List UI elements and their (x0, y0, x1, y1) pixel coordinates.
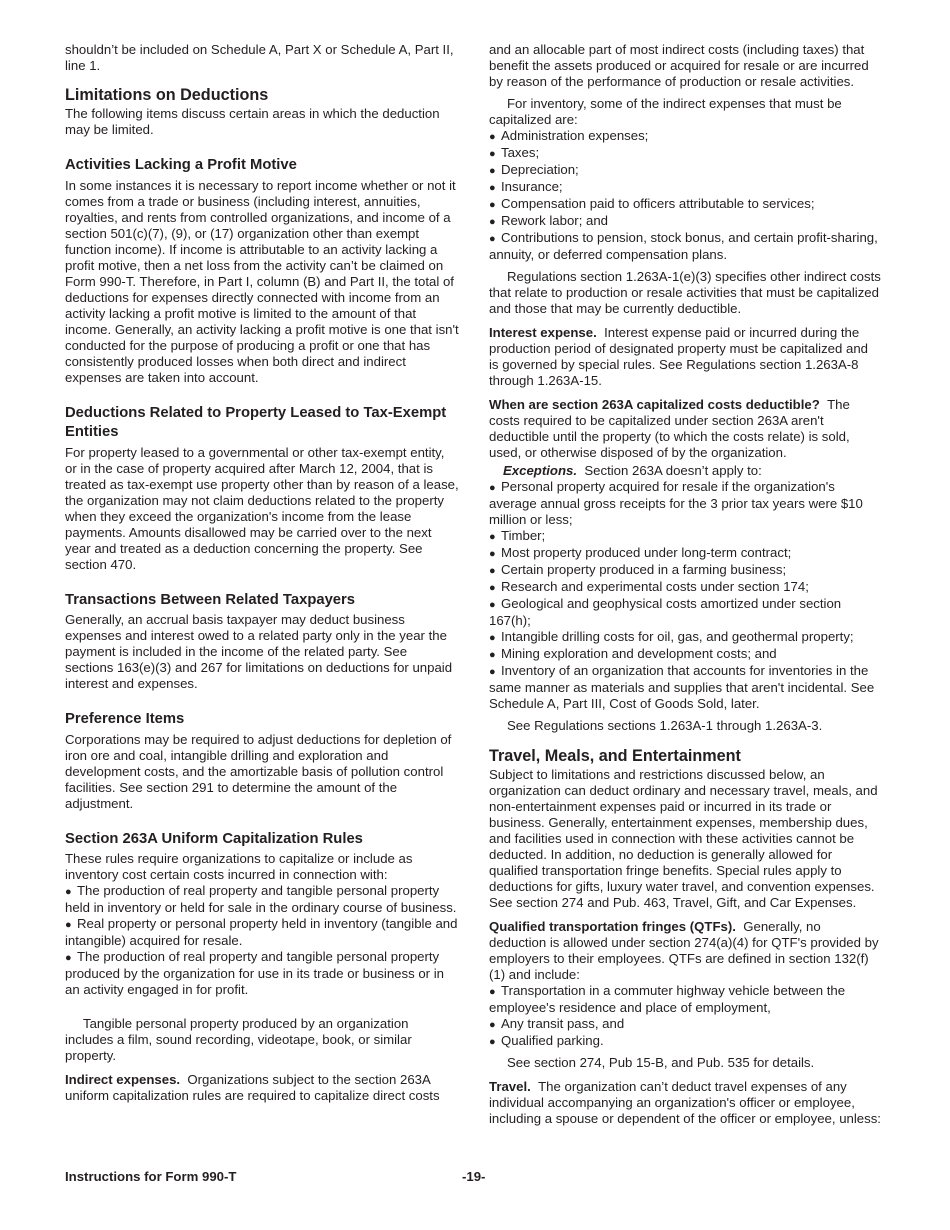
bullet-icon: ● (489, 1036, 496, 1048)
travel-label: Travel. (489, 1079, 531, 1094)
section-263a-paragraph: These rules require organizations to capitalize or include as inventory cost certain costs incurred in connection with: (65, 851, 413, 882)
qtf-label: Qualified transportation fringes (QTFs). (489, 919, 736, 934)
bullet-icon: ● (489, 148, 496, 160)
list-item: ● Administration expenses; (489, 128, 649, 143)
footer-form-name: Instructions for Form 990-T (65, 1169, 237, 1184)
list-item: ● Mining exploration and development costs; and (489, 646, 777, 661)
indirect-expenses-label: Indirect expenses. (65, 1072, 181, 1087)
profit-motive-paragraph: In some instances it is necessary to report income whether or not it comes from a trade or business (including interest, annuities, royalties, and rents from controlled organizations, and income of a section 501(c)(7), (9), or (17) organization other than exempt function income). If income is attributable to an activity lacking a profit motive, then a net loss from the activity can’t be claimed on Form 990-T. Therefore, in Part I, column (B) and Part II, the total of deductions for expenses directly connected with income from an activity lacking a profit motive is limited to the amount of that income. Generally, an activity lacking a profit motive is one that isn't conducted for the purpose of producing a profit or one that has consistently produced losses when both direct and indirect expenses are taken into account. (65, 177, 459, 385)
list-item: ● Real property or personal property held in inventory (tangible and intangible) acquired for resale. (65, 916, 458, 948)
bullet-icon: ● (489, 649, 496, 661)
list-item: ● Inventory of an organization that accounts for inventories in the same manner as materials and supplies that aren't incidental. See Schedule A, Part III, Cost of Goods Sold, later. (489, 663, 875, 711)
indirect-expenses-paragraph: Indirect expenses. Organizations subject to the section 263A uniform capitalization rules are required to capitalize direct costs (65, 1072, 440, 1103)
right-column (489, 42, 881, 1127)
footer-page-number: -19- (462, 1169, 486, 1184)
heading-activities-lacking-profit-motive: Activities Lacking a Profit Motive (65, 157, 297, 173)
bullet-icon: ● (65, 886, 72, 898)
when-deductible-label: When are section 263A capitalized costs deductible? (489, 397, 820, 412)
interest-expense-label: Interest expense. (489, 325, 597, 340)
bullet-icon: ● (489, 165, 496, 177)
bullet-icon: ● (489, 599, 496, 611)
heading-preference-items: Preference Items (65, 711, 185, 727)
bullet-icon: ● (489, 131, 496, 143)
inventory-paragraph: For inventory, some of the indirect expenses that must be capitalized are: (489, 96, 842, 127)
bullet-icon: ● (489, 666, 496, 678)
list-item: ● The production of real property and tangible personal property held in inventory or held for sale in the ordinary course of business. (65, 883, 457, 915)
list-item: ● Depreciation; (489, 162, 579, 177)
preference-items-paragraph: Corporations may be required to adjust deductions for depletion of iron ore and coal, intangible drilling and exploration and development costs, and the amortizable basis of pollution control facilities. See section 291 to determine the amount of the adjustment. (65, 731, 452, 811)
bullet-icon: ● (489, 482, 496, 494)
property-leased-paragraph: For property leased to a governmental or other tax-exempt entity, or in the case of property acquired after March 12, 2004, that is treated as tax-exempt use property other than by reason of a lease, the organization may not claim deductions related to the property when they exceed the organization's income from the lease payments. Amounts disallowed may be carried over to the next year and treated as a deduction concerning the property. See section 470. (65, 444, 459, 572)
list-item: ● Rework labor; and (489, 213, 609, 228)
see-section-274-paragraph: See section 274, Pub 15-B, and Pub. 535 for details. (507, 1055, 815, 1070)
bullet-icon: ● (489, 233, 496, 245)
exceptions-bullet-list (489, 479, 881, 712)
list-item: ● Timber; (489, 528, 546, 543)
bullet-icon: ● (489, 216, 496, 228)
bullet-icon: ● (489, 632, 496, 644)
list-item: ● The production of real property and tangible personal property produced by the organization for use in its trade or business or in an activity engaged in for profit. (65, 949, 444, 997)
heading-section-263a: Section 263A Uniform Capitalization Rules (65, 830, 363, 847)
list-item: ● Compensation paid to officers attributable to services; (489, 196, 815, 211)
bullet-icon: ● (489, 182, 496, 194)
regulations-paragraph: Regulations section 1.263A-1(e)(3) specifies other indirect costs that relate to production or resale activities that must be capitalized and those that may be currently deductible. (489, 269, 881, 316)
list-item: ● Geological and geophysical costs amortized under section 167(h); (489, 596, 842, 628)
list-item: ● Transportation in a commuter highway vehicle between the employee's residence and place of employment, (489, 983, 846, 1015)
list-item: ● Insurance; (489, 179, 563, 194)
tangible-property-paragraph: Tangible personal property produced by an organization includes a film, sound recording, videotape, book, or similar property. (65, 1016, 412, 1063)
heading-related-taxpayers: Transactions Between Related Taxpayers (65, 591, 356, 608)
bullet-icon: ● (489, 548, 496, 560)
heading-limitations-on-deductions: Limitations on Deductions (65, 86, 269, 104)
exceptions-label: Exceptions. (503, 463, 578, 478)
interest-expense-paragraph: Interest expense. Interest expense paid or incurred during the production period of designated property must be capitalized and is governed by special rules. See Regulations section 1.263A-8 through 1.263A-15. (489, 325, 869, 388)
exceptions-paragraph: Exceptions. Section 263A doesn’t apply to: (503, 463, 762, 478)
when-deductible-paragraph: When are section 263A capitalized costs deductible? The costs required to be capitalized under section 263A aren't deductible until the property (to which the costs relate) is sold, used, or otherwise disposed of by the organization. (489, 397, 850, 460)
continued-paragraph: shouldn’t be included on Schedule A, Part X or Schedule A, Part II, line 1. (65, 42, 454, 73)
heading-travel-meals-entertainment: Travel, Meals, and Entertainment (489, 747, 741, 765)
bullet-icon: ● (489, 986, 496, 998)
list-item: ● Personal property acquired for resale if the organization's average annual gross receipts for the 3 prior tax years were $10 million or less; (489, 479, 863, 527)
travel-meals-paragraph: Subject to limitations and restrictions discussed below, an organization can deduct ordinary and necessary travel, meals, and non-entertainment expenses paid or incurred in its trade or business. Generally, entertainment expenses, membership dues, and facilities used in connection with these activities cannot be deducted. In addition, no deduction is generally allowed for qualified transportation fringe benefits. Special rules apply to deductions for gifts, luxury water travel, and convention expenses. See section 274 and Pub. 463, Travel, Gift, and Car Expenses. (489, 767, 878, 910)
see-regulations-paragraph: See Regulations sections 1.263A-1 through 1.263A-3. (507, 718, 823, 733)
related-taxpayers-paragraph: Generally, an accrual basis taxpayer may deduct business expenses and interest owed to a related party only in the year the payment is included in the income of the related party. See sections 163(e)(3) and 267 for limitations on deductions for unpaid interest and expenses. (65, 612, 453, 691)
qtf-bullet-list (489, 983, 881, 1050)
list-item: ● Most property produced under long-term contract; (489, 545, 792, 560)
left-column (65, 42, 459, 1104)
bullet-icon: ● (489, 531, 496, 543)
bullet-icon: ● (65, 919, 72, 931)
list-item: ● Intangible drilling costs for oil, gas, and geothermal property; (489, 629, 854, 644)
bullet-icon: ● (489, 1019, 496, 1031)
list-item: ● Certain property produced in a farming business; (489, 562, 787, 577)
list-item: ● Qualified parking. (489, 1033, 604, 1048)
list-item: ● Taxes; (489, 145, 540, 160)
section-263a-bullet-list (65, 883, 459, 998)
list-item: ● Contributions to pension, stock bonus, and certain profit-sharing, annuity, or deferred compensation plans. (489, 230, 878, 262)
bullet-icon: ● (489, 582, 496, 594)
list-item: ● Any transit pass, and (489, 1016, 625, 1031)
inventory-bullet-list (489, 128, 881, 263)
bullet-icon: ● (489, 199, 496, 211)
heading-property-leased: Deductions Related to Property Leased to Tax-Exempt Entities (65, 404, 447, 440)
limitations-paragraph: The following items discuss certain areas in which the deduction may be limited. (65, 106, 440, 137)
travel-paragraph: Travel. The organization can’t deduct travel expenses of any individual accompanying an organization's officer or employee, including a spouse or dependent of the officer or employee, unless: (489, 1079, 881, 1126)
bullet-icon: ● (489, 565, 496, 577)
qtf-paragraph: Qualified transportation fringes (QTFs). Generally, no deduction is allowed under section 274(a)(4) for QTF's provided by employers to their employees. QTFs are defined in section 132(f)(1) and include: (489, 919, 879, 982)
bullet-icon: ● (65, 952, 72, 964)
list-item: ● Research and experimental costs under section 174; (489, 579, 809, 594)
continued-paragraph: and an allocable part of most indirect costs (including taxes) that benefit the assets produced or acquired for resale or are incurred by reason of the performance of production or resale activities. (489, 42, 869, 89)
